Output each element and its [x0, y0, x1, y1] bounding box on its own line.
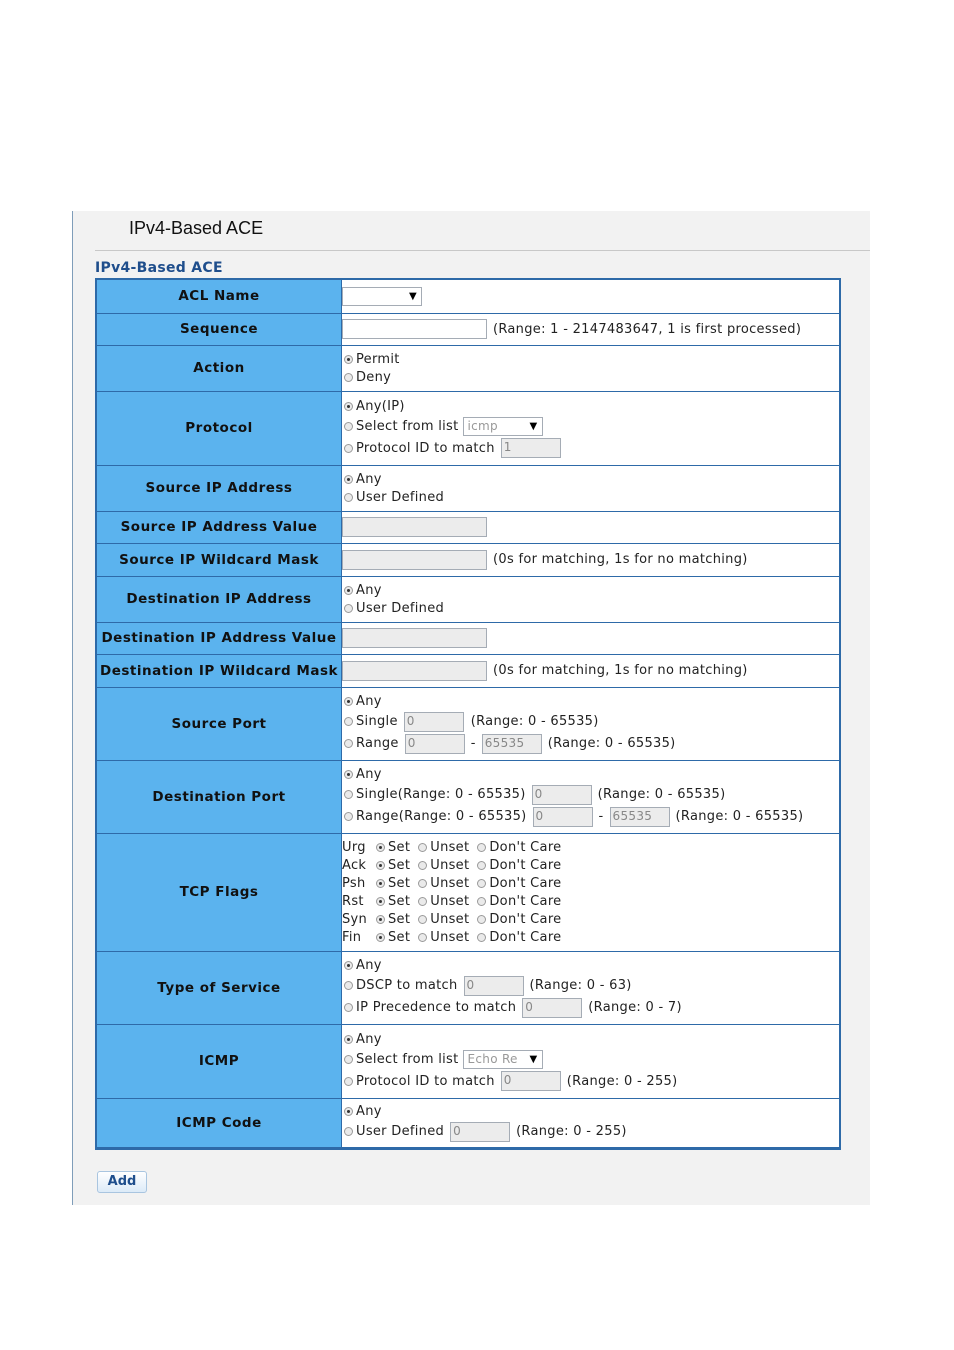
- src-port-label: Source Port: [96, 687, 342, 760]
- tcp-flag-row-psh: [342, 874, 839, 892]
- src-port-single-input[interactable]: 0: [404, 712, 464, 732]
- dst-port-range-radio[interactable]: [344, 812, 353, 821]
- tcp-flag-option-label: Set: [388, 893, 411, 909]
- row-src-wildcard: Source IP Wildcard Mask (0s for matching, 1s for no matching): [96, 543, 840, 576]
- dst-port-label: Destination Port: [96, 760, 342, 833]
- tcp-flag-ack-dont-care-radio[interactable]: [477, 861, 486, 870]
- tcp-flag-fin-unset-radio[interactable]: [418, 933, 427, 942]
- tos-label: Type of Service: [96, 951, 342, 1024]
- tcp-flag-urg-unset-radio[interactable]: [418, 843, 427, 852]
- row-action: Action Permit Deny: [96, 345, 840, 391]
- tcp-flag-row-syn: [342, 910, 839, 928]
- icmp-code-input[interactable]: 0: [450, 1122, 510, 1142]
- tcp-flag-name: Syn: [342, 911, 368, 927]
- tcp-flag-name: Psh: [342, 875, 366, 891]
- tcp-flag-option-label: Don't Care: [489, 839, 562, 855]
- tcp-flag-option-label: Unset: [430, 857, 470, 873]
- tcp-flag-option-label: Don't Care: [489, 929, 562, 945]
- tcp-flag-option-label: Set: [388, 929, 411, 945]
- tcp-flag-option-label: Don't Care: [489, 857, 562, 873]
- src-port-any-radio[interactable]: [344, 697, 353, 706]
- icmp-list-radio[interactable]: [344, 1055, 353, 1064]
- ace-form-table: [95, 278, 841, 1150]
- action-deny-radio[interactable]: [344, 373, 353, 382]
- tcp-flag-urg-set-radio[interactable]: [376, 843, 385, 852]
- tcp-flag-psh-unset-radio[interactable]: [418, 879, 427, 888]
- row-src-port: Source Port Any Single 0 (Range: 0 - 65535) Range 0 - 65535 (Range: 0 - 65535): [96, 687, 840, 760]
- acl-name-select[interactable]: [342, 287, 422, 306]
- tos-dscp-radio[interactable]: [344, 981, 353, 990]
- tcp-flag-syn-set-radio[interactable]: [376, 915, 385, 924]
- tcp-flag-rst-set-radio[interactable]: [376, 897, 385, 906]
- src-port-range-radio[interactable]: [344, 739, 353, 748]
- dropdown-arrow-icon: ▼: [409, 290, 417, 302]
- src-ip-value-label: Source IP Address Value: [96, 511, 342, 543]
- page-title: IPv4-Based ACE: [129, 218, 264, 238]
- src-port-range-to-input[interactable]: 65535: [482, 734, 542, 754]
- tcp-flag-option-label: Don't Care: [489, 911, 562, 927]
- icmp-any-radio[interactable]: [344, 1035, 353, 1044]
- icmp-code-user-defined-radio[interactable]: [344, 1127, 353, 1136]
- dst-port-any-radio[interactable]: [344, 770, 353, 779]
- tcp-flag-rst-unset-radio[interactable]: [418, 897, 427, 906]
- action-permit-radio[interactable]: [344, 355, 353, 364]
- tcp-flag-name: Fin: [342, 929, 362, 945]
- row-icmp: ICMP Any Select from list Echo Re ▼ Protocol ID to match 0 (Range: 0 - 255): [96, 1024, 840, 1098]
- tcp-flag-option-label: Set: [388, 911, 411, 927]
- icmp-protocol-id-input[interactable]: 0: [501, 1071, 561, 1091]
- dst-ip-value-input[interactable]: [342, 628, 487, 648]
- tos-ip-prec-radio[interactable]: [344, 1003, 353, 1012]
- tcp-flag-fin-set-radio[interactable]: [376, 933, 385, 942]
- tcp-flag-option-label: Set: [388, 857, 411, 873]
- tcp-flag-option-label: Set: [388, 839, 411, 855]
- dst-ip-label: Destination IP Address: [96, 576, 342, 622]
- row-tcp-flags: [96, 833, 840, 951]
- tcp-flag-option-label: Unset: [430, 875, 470, 891]
- icmp-label: ICMP: [96, 1024, 342, 1098]
- icmp-protocol-id-radio[interactable]: [344, 1077, 353, 1086]
- tcp-flag-name: Ack: [342, 857, 367, 873]
- row-sequence: [96, 313, 840, 345]
- tcp-flag-row-ack: [342, 856, 839, 874]
- tcp-flag-row-urg: [342, 838, 839, 856]
- protocol-any-radio[interactable]: [344, 402, 353, 411]
- row-acl-name: [96, 279, 840, 313]
- title-divider: [95, 250, 870, 251]
- icmp-code-label: ICMP Code: [96, 1098, 342, 1148]
- row-icmp-code: ICMP Code Any User Defined 0 (Range: 0 - 255): [96, 1098, 840, 1148]
- dst-port-single-radio[interactable]: [344, 790, 353, 799]
- row-dst-port: Destination Port Any Single(Range: 0 - 65535) 0 (Range: 0 - 65535) Range(Range: 0 - 65535) 0 - 65535 (Range: 0 - 65535): [96, 760, 840, 833]
- tcp-flag-row-fin: [342, 928, 839, 946]
- protocol-id-input[interactable]: 1: [501, 438, 561, 458]
- row-src-ip: Source IP Address Any User Defined: [96, 465, 840, 511]
- protocol-list-select[interactable]: icmp ▼: [463, 417, 543, 436]
- tcp-flag-row-rst: [342, 892, 839, 910]
- ace-config-panel: [72, 211, 870, 1205]
- tcp-flag-option-label: Don't Care: [489, 875, 562, 891]
- sequence-label: Sequence: [96, 313, 342, 345]
- row-dst-ip-value: [96, 622, 840, 654]
- row-tos: Type of Service Any DSCP to match 0 (Range: 0 - 63) IP Precedence to match 0 (Range: 0 - 7): [96, 951, 840, 1024]
- sequence-hint: (Range: 1 - 2147483647, 1 is first processed): [493, 321, 802, 337]
- tcp-flag-urg-dont-care-radio[interactable]: [477, 843, 486, 852]
- row-dst-wildcard: Destination IP Wildcard Mask (0s for matching, 1s for no matching): [96, 654, 840, 687]
- dst-port-range-from-input[interactable]: 0: [533, 807, 593, 827]
- tcp-flag-syn-dont-care-radio[interactable]: [477, 915, 486, 924]
- tcp-flag-option-label: Don't Care: [489, 893, 562, 909]
- dropdown-arrow-icon: ▼: [529, 1053, 538, 1065]
- row-protocol: Protocol Any(IP) Select from list icmp ▼ Protocol ID to match 1: [96, 391, 840, 465]
- tcp-flag-fin-dont-care-radio[interactable]: [477, 933, 486, 942]
- dst-ip-user-defined-radio[interactable]: [344, 604, 353, 613]
- dropdown-arrow-icon: ▼: [529, 420, 538, 432]
- tcp-flag-rst-dont-care-radio[interactable]: [477, 897, 486, 906]
- dst-port-single-input[interactable]: 0: [532, 785, 592, 805]
- tcp-flags-label: TCP Flags: [96, 833, 342, 951]
- src-port-range-from-input[interactable]: 0: [405, 734, 465, 754]
- tcp-flag-option-label: Unset: [430, 839, 470, 855]
- src-ip-value-input[interactable]: [342, 517, 487, 537]
- dst-port-range-to-input[interactable]: 65535: [610, 807, 670, 827]
- icmp-code-any-radio[interactable]: [344, 1107, 353, 1116]
- src-ip-label: Source IP Address: [96, 465, 342, 511]
- dst-ip-value-label: Destination IP Address Value: [96, 622, 342, 654]
- tcp-flag-psh-set-radio[interactable]: [376, 879, 385, 888]
- row-dst-ip: Destination IP Address Any User Defined: [96, 576, 840, 622]
- src-ip-user-defined-radio[interactable]: [344, 493, 353, 502]
- src-wildcard-input[interactable]: [342, 550, 487, 570]
- tcp-flag-ack-set-radio[interactable]: [376, 861, 385, 870]
- dst-wildcard-label: Destination IP Wildcard Mask: [96, 654, 342, 687]
- tcp-flag-psh-dont-care-radio[interactable]: [477, 879, 486, 888]
- dst-wildcard-input[interactable]: [342, 661, 487, 681]
- src-ip-any-radio[interactable]: [344, 475, 353, 484]
- sequence-input[interactable]: [342, 319, 487, 339]
- tcp-flag-name: Rst: [342, 893, 364, 909]
- protocol-list-radio[interactable]: [344, 422, 353, 431]
- section-title: IPv4-Based ACE: [95, 260, 223, 276]
- protocol-label: Protocol: [96, 391, 342, 465]
- action-label: Action: [96, 345, 342, 391]
- icmp-list-select[interactable]: Echo Re ▼: [463, 1050, 543, 1069]
- tcp-flag-option-label: Unset: [430, 893, 470, 909]
- tcp-flag-syn-unset-radio[interactable]: [418, 915, 427, 924]
- tos-dscp-input[interactable]: 0: [464, 976, 524, 996]
- src-port-single-radio[interactable]: [344, 717, 353, 726]
- acl-name-label: ACL Name: [96, 279, 342, 313]
- tcp-flag-name: Urg: [342, 839, 366, 855]
- tcp-flag-option-label: Unset: [430, 911, 470, 927]
- dst-ip-any-radio[interactable]: [344, 586, 353, 595]
- tos-ip-prec-input[interactable]: 0: [522, 998, 582, 1018]
- tos-any-radio[interactable]: [344, 961, 353, 970]
- add-button[interactable]: Add: [97, 1171, 147, 1193]
- src-wildcard-label: Source IP Wildcard Mask: [96, 543, 342, 576]
- tcp-flag-option-label: Unset: [430, 929, 470, 945]
- tcp-flag-ack-unset-radio[interactable]: [418, 861, 427, 870]
- tcp-flag-option-label: Set: [388, 875, 411, 891]
- row-src-ip-value: [96, 511, 840, 543]
- protocol-id-radio[interactable]: [344, 444, 353, 453]
